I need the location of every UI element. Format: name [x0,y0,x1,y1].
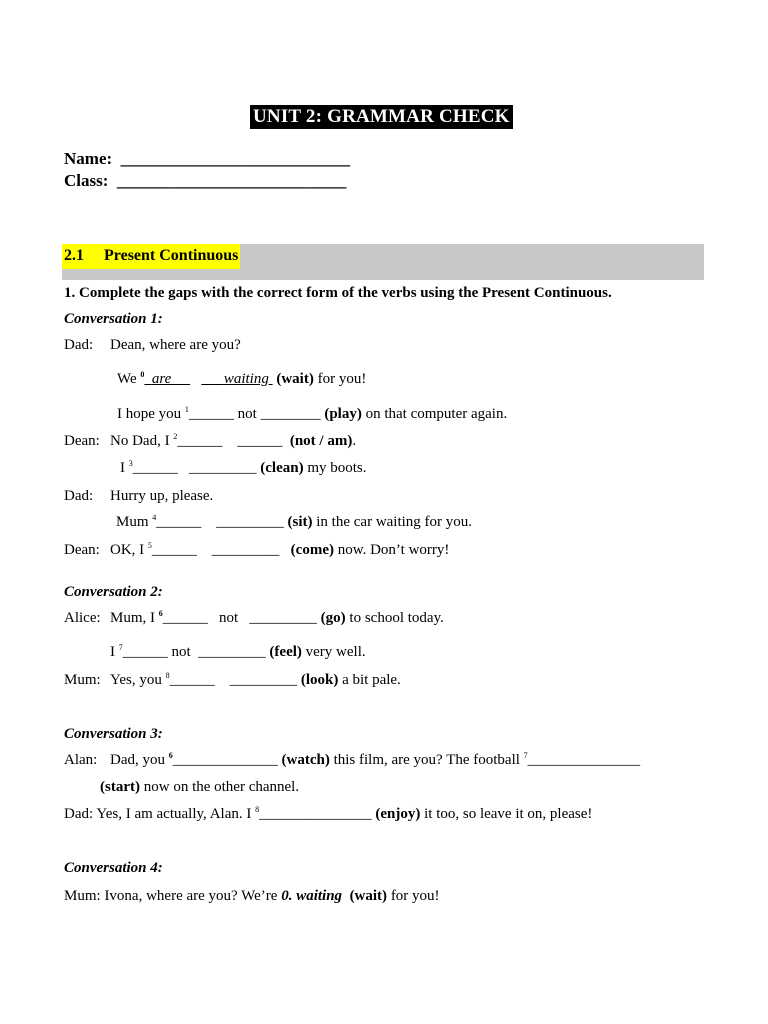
example-answer: 0. waiting [281,888,343,904]
dialogue-line: Mum: Ivona, where are you? We’re 0. waiting (wait) for you! [64,888,440,904]
speaker: Dean: [64,542,100,558]
verb-hint: (feel) [269,644,302,660]
dialogue-line: Mum $^4$______ _________ (sit) in the car waiting for you. [116,513,473,530]
verb-hint: (look) [300,672,339,688]
answer-gap[interactable]: ______ [188,406,234,422]
dialogue-line: Dean: No Dad, I $^2$______ ______ (not / am). [64,432,357,449]
answer-gap[interactable]: ________ [260,406,321,422]
conversation-heading: Conversation 2: [64,584,163,600]
answer-gap[interactable]: ______ [132,460,178,476]
dialogue-line: Dean: OK, I $^5$______ _________ (come) now. Don’t worry! [64,541,450,558]
speaker: Dean: [64,433,100,449]
verb-hint: (wait) [276,371,314,387]
section-heading [62,244,240,269]
example-answer: waiting [223,371,269,387]
verb-hint: (not / am) [289,433,353,449]
verb-hint: (enjoy) [375,806,421,822]
answer-gap[interactable]: ______ [237,433,283,449]
name-line [64,149,350,169]
dialogue-line: Alan: Dad, you $^6$______________ (watch) this film, are you? The football $^7$_______________ [64,751,641,768]
speaker: Alan: [64,752,98,768]
instruction: 1. Complete the gaps with the correct form of the verbs using the Present Continuous. [64,285,612,301]
verb-hint: (play) [324,406,362,422]
speaker: Mum: [64,888,101,904]
answer-gap[interactable]: _________ [216,514,284,530]
dialogue-line: We $^0$ are waiting (wait) for you! [117,370,367,387]
verb-hint: (start) [100,779,140,795]
answer-gap[interactable]: _________ [229,672,298,688]
answer-gap[interactable]: _________ [189,460,257,476]
verb-hint: (wait) [349,888,388,904]
speaker: Dad: [64,488,94,504]
speaker: Dad: [64,337,94,353]
conversation-heading: Conversation 4: [64,860,163,876]
answer-gap[interactable]: ______ [162,610,208,626]
dialogue-line: Alice: Mum, I $^6$______ not _________ (go) to school today. [64,609,444,626]
answer-gap[interactable]: ______________ [172,752,278,768]
conversation-heading: Conversation 1: [64,311,163,327]
dialogue-line: Dad: Dean, where are you? [64,337,241,353]
dialogue-line: (start) now on the other channel. [100,779,300,795]
page-title: UNIT 2: GRAMMAR CHECK [250,105,513,129]
answer-gap[interactable]: ______ [151,542,197,558]
dialogue-line: I hope you $^1$______ not ________ (play) on that computer again. [117,405,508,422]
answer-gap[interactable]: _________ [211,542,280,558]
verb-hint: (go) [320,610,346,626]
answer-gap[interactable]: _________ [249,610,317,626]
class-blank: ___________________________ [116,171,347,190]
answer-gap[interactable]: ______ [177,433,223,449]
dialogue-line: I $^7$______ not _________ (feel) very well. [110,643,366,660]
verb-hint: (clean) [260,460,304,476]
dialogue-line: Dad: Yes, I am actually, Alan. I $^8$_______________ (enjoy) it too, so leave it on, please! [64,805,593,822]
dialogue-line: Mum: Yes, you $^8$______ _________ (look) a bit pale. [64,671,401,688]
speaker: Dad: [64,806,94,822]
dialogue-line: I $^3$______ _________ (clean) my boots. [120,459,367,476]
name-label: Name: [64,149,113,168]
dialogue-line: Dad: Hurry up, please. [64,488,214,504]
section-number: 2.1 [64,247,84,264]
answer-gap[interactable]: _________ [198,644,266,660]
speaker: Mum: [64,672,101,688]
example-answer: are [151,371,172,387]
class-line [64,171,346,191]
class-label: Class: [64,171,109,190]
answer-gap[interactable]: ______ [122,644,168,660]
conversation-heading: Conversation 3: [64,726,163,742]
name-blank: ___________________________ [120,149,351,168]
answer-gap[interactable]: _______________ [259,806,372,822]
verb-hint: (sit) [287,514,313,530]
answer-gap[interactable]: ______ [156,514,202,530]
verb-hint: (come) [290,542,334,558]
verb-hint: (watch) [281,752,330,768]
section-title: Present Continuous [104,247,239,264]
speaker: Alice: [64,610,101,626]
answer-gap[interactable]: _______________ [527,752,641,768]
answer-gap[interactable]: ______ [169,672,215,688]
